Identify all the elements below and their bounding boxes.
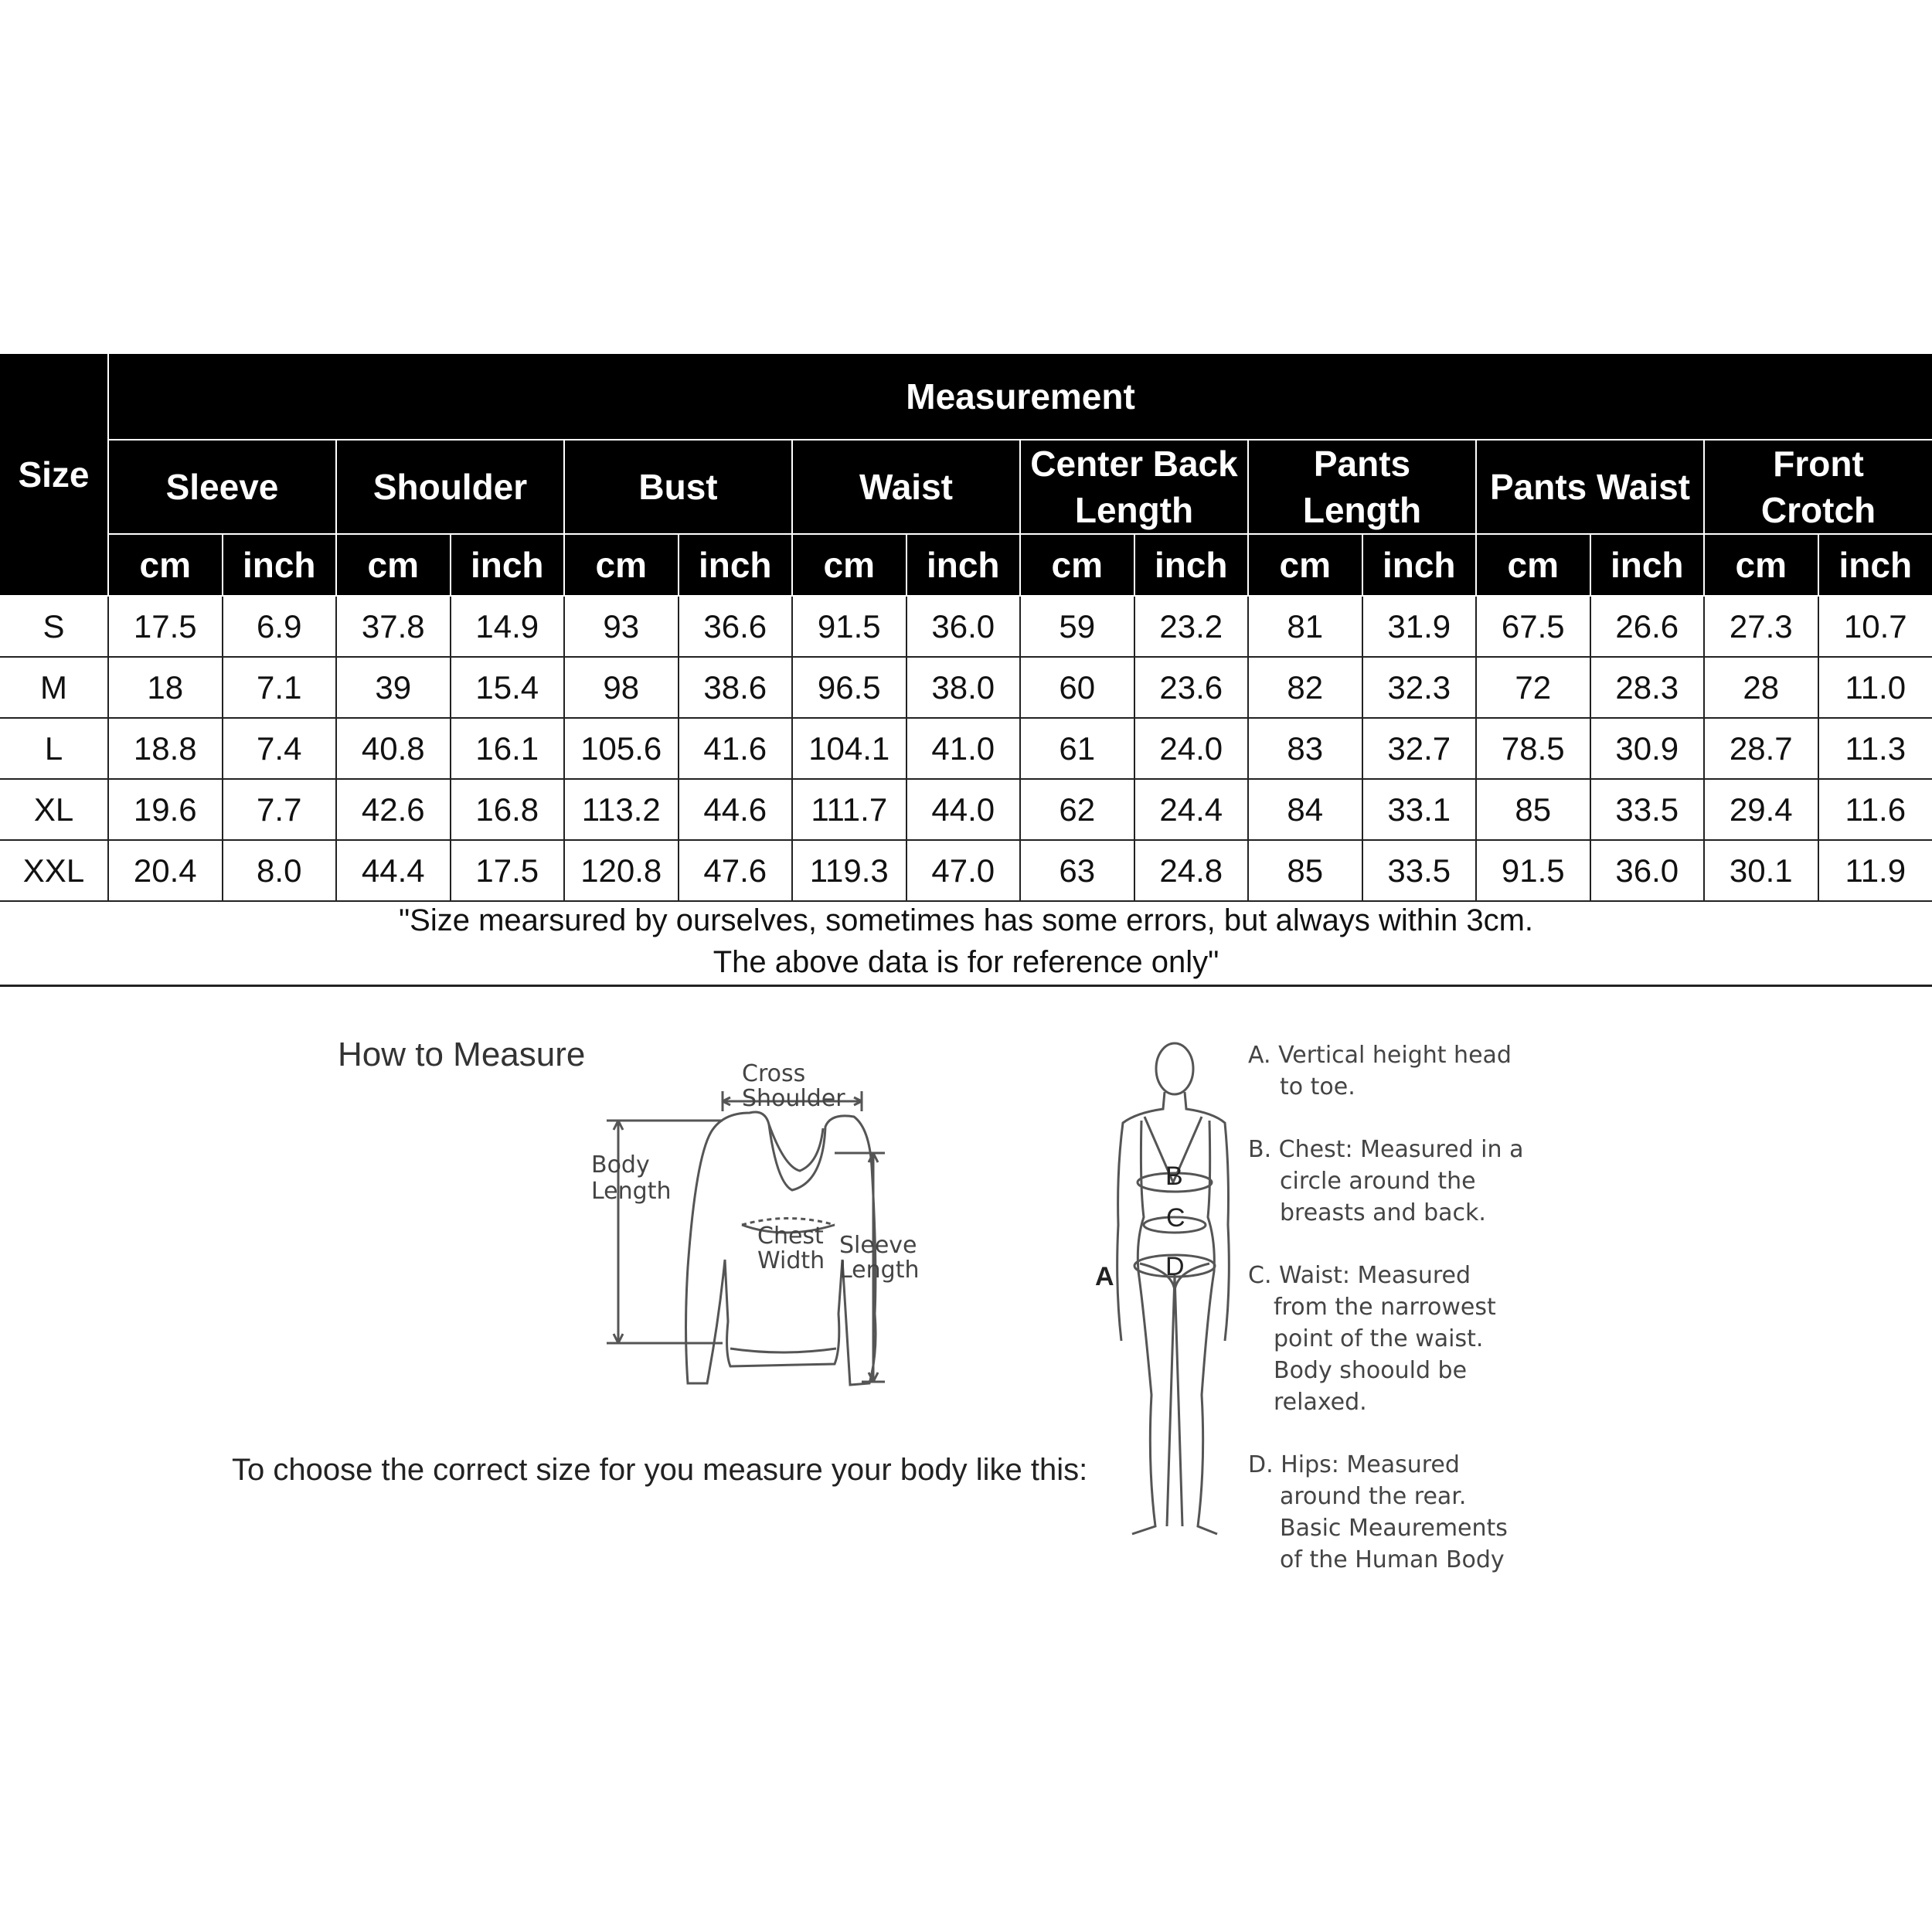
size-cell: XXL [0,840,108,901]
table-row [0,779,1932,840]
human-body-outline-icon [1078,1032,1248,1557]
column-header-sleeve: Sleeve [108,440,336,534]
header-line: Pants [1313,444,1411,484]
measure-d-line-1: D. Hips: Measured [1248,1451,1460,1478]
value-cell: 63 [1020,840,1134,901]
value-cell: 18 [108,657,223,718]
measure-c-line-5: relaxed. [1274,1389,1367,1416]
value-cell: 23.2 [1134,596,1249,657]
measure-c-line-1: C. Waist: Measured [1248,1262,1471,1289]
measure-b-line-1: B. Chest: Measured in a [1248,1136,1524,1163]
size-cell: M [0,657,108,718]
value-cell: 59 [1020,596,1134,657]
value-cell: 6.9 [223,596,337,657]
value-cell: 93 [564,596,679,657]
disclaimer-line-1: "Size mearsured by ourselves, sometimes has some errors, but always within 3cm. [398,903,1534,937]
column-header-front-crotch [1704,440,1932,534]
how-to-measure-title: How to Measure [338,1036,586,1073]
value-cell: 41.0 [906,718,1021,779]
value-cell: 11.9 [1818,840,1932,901]
size-cell: S [0,596,108,657]
value-cell: 11.6 [1818,779,1932,840]
value-cell: 67.5 [1476,596,1590,657]
value-cell: 72 [1476,657,1590,718]
header-line: Crotch [1760,490,1876,530]
unit-inch-header: inch [1134,534,1249,596]
value-cell: 30.1 [1704,840,1818,901]
value-cell: 11.3 [1818,718,1932,779]
value-cell: 60 [1020,657,1134,718]
value-cell: 7.4 [223,718,337,779]
value-cell: 33.5 [1590,779,1705,840]
measure-c-line-2: from the narrowest [1274,1294,1496,1321]
value-cell: 47.0 [906,840,1021,901]
value-cell: 8.0 [223,840,337,901]
unit-inch-header: inch [223,534,337,596]
value-cell: 7.7 [223,779,337,840]
instruction-text: To choose the correct size for you measure your body like this: [232,1453,1088,1487]
value-cell: 31.9 [1362,596,1477,657]
marker-b: B [1165,1162,1183,1191]
value-cell: 81 [1248,596,1362,657]
value-cell: 23.6 [1134,657,1249,718]
measure-b-line-2: circle around the [1280,1168,1476,1195]
unit-inch-header: inch [1590,534,1705,596]
value-cell: 30.9 [1590,718,1705,779]
cross-shoulder-label-1: Cross [742,1060,806,1087]
measure-a-line-2: to toe. [1280,1073,1355,1100]
cross-shoulder-label-2: Shoulder [742,1085,845,1112]
header-line: Front [1773,444,1864,484]
column-header-center-back-length [1020,440,1248,534]
value-cell: 32.3 [1362,657,1477,718]
measure-d-line-2: around the rear. [1280,1483,1467,1510]
header-line: Center Back [1030,444,1238,484]
value-cell: 36.6 [679,596,793,657]
value-cell: 111.7 [792,779,906,840]
measure-c-line-4: Body shoould be [1274,1357,1468,1384]
unit-cm-header: cm [1248,534,1362,596]
body-length-label-1: Body [591,1151,650,1179]
value-cell: 28.7 [1704,718,1818,779]
sleeve-length-label-1: Sleeve [839,1232,917,1259]
column-header-shoulder: Shoulder [336,440,564,534]
value-cell: 17.5 [451,840,565,901]
unit-cm-header: cm [108,534,223,596]
measure-c-line-3: point of the waist. [1274,1325,1484,1352]
value-cell: 91.5 [1476,840,1590,901]
body-length-label-2: Length [591,1178,672,1205]
value-cell: 41.6 [679,718,793,779]
unit-cm-header: cm [336,534,451,596]
value-cell: 78.5 [1476,718,1590,779]
header-line: Length [1302,490,1422,530]
value-cell: 82 [1248,657,1362,718]
value-cell: 33.1 [1362,779,1477,840]
value-cell: 33.5 [1362,840,1477,901]
measure-b-line-3: breasts and back. [1280,1199,1486,1226]
unit-inch-header: inch [679,534,793,596]
value-cell: 61 [1020,718,1134,779]
value-cell: 37.8 [336,596,451,657]
value-cell: 20.4 [108,840,223,901]
value-cell: 16.1 [451,718,565,779]
table-row [0,657,1932,718]
value-cell: 39 [336,657,451,718]
value-cell: 98 [564,657,679,718]
value-cell: 36.0 [1590,840,1705,901]
marker-a: A [1095,1262,1114,1291]
value-cell: 91.5 [792,596,906,657]
column-header-pants-length [1248,440,1476,534]
unit-cm-header: cm [1704,534,1818,596]
value-cell: 28.3 [1590,657,1705,718]
unit-inch-header: inch [451,534,565,596]
unit-inch-header: inch [906,534,1021,596]
value-cell: 38.0 [906,657,1021,718]
column-header-pants-waist: Pants Waist [1476,440,1704,534]
value-cell: 7.1 [223,657,337,718]
chest-width-label-2: Width [757,1247,825,1274]
value-cell: 119.3 [792,840,906,901]
divider [0,985,1932,987]
value-cell: 104.1 [792,718,906,779]
sleeve-length-label-2: Length [839,1257,920,1284]
measure-a-line-1: A. Vertical height head [1248,1042,1512,1069]
size-cell: L [0,718,108,779]
table-body [0,596,1932,901]
value-cell: 26.6 [1590,596,1705,657]
value-cell: 16.8 [451,779,565,840]
value-cell: 28 [1704,657,1818,718]
measurement-header: Measurement [108,353,1932,440]
value-cell: 24.4 [1134,779,1249,840]
value-cell: 42.6 [336,779,451,840]
value-cell: 120.8 [564,840,679,901]
unit-inch-header: inch [1818,534,1932,596]
value-cell: 18.8 [108,718,223,779]
table-row [0,596,1932,657]
chest-width-label-1: Chest [757,1223,824,1250]
value-cell: 85 [1476,779,1590,840]
value-cell: 113.2 [564,779,679,840]
size-cell: XL [0,779,108,840]
size-chart-table [0,352,1932,902]
value-cell: 44.0 [906,779,1021,840]
value-cell: 11.0 [1818,657,1932,718]
measure-d-line-3: Basic Meaurements [1280,1515,1508,1542]
unit-cm-header: cm [564,534,679,596]
value-cell: 40.8 [336,718,451,779]
unit-row [0,534,1932,596]
value-cell: 85 [1248,840,1362,901]
value-cell: 24.0 [1134,718,1249,779]
unit-cm-header: cm [1476,534,1590,596]
value-cell: 62 [1020,779,1134,840]
value-cell: 44.6 [679,779,793,840]
table-header [0,353,1932,596]
human-body-diagram [1078,1032,1248,1557]
value-cell: 83 [1248,718,1362,779]
value-cell: 27.3 [1704,596,1818,657]
value-cell: 84 [1248,779,1362,840]
value-cell: 24.8 [1134,840,1249,901]
value-cell: 96.5 [792,657,906,718]
measure-d-line-4: of the Human Body [1280,1546,1505,1573]
unit-inch-header: inch [1362,534,1477,596]
table-row [0,840,1932,901]
size-header: Size [0,353,108,596]
value-cell: 19.6 [108,779,223,840]
marker-c: C [1166,1203,1185,1233]
value-cell: 32.7 [1362,718,1477,779]
table-row [0,718,1932,779]
disclaimer-line-2: The above data is for reference only" [713,945,1219,979]
value-cell: 47.6 [679,840,793,901]
header-line: Length [1074,490,1194,530]
value-cell: 105.6 [564,718,679,779]
value-cell: 14.9 [451,596,565,657]
value-cell: 17.5 [108,596,223,657]
value-cell: 44.4 [336,840,451,901]
column-header-bust: Bust [564,440,792,534]
sweater-diagram [587,1060,920,1399]
value-cell: 15.4 [451,657,565,718]
value-cell: 10.7 [1818,596,1932,657]
marker-d: D [1165,1252,1185,1281]
value-cell: 36.0 [906,596,1021,657]
value-cell: 29.4 [1704,779,1818,840]
unit-cm-header: cm [1020,534,1134,596]
value-cell: 38.6 [679,657,793,718]
unit-cm-header: cm [792,534,906,596]
column-header-waist: Waist [792,440,1020,534]
